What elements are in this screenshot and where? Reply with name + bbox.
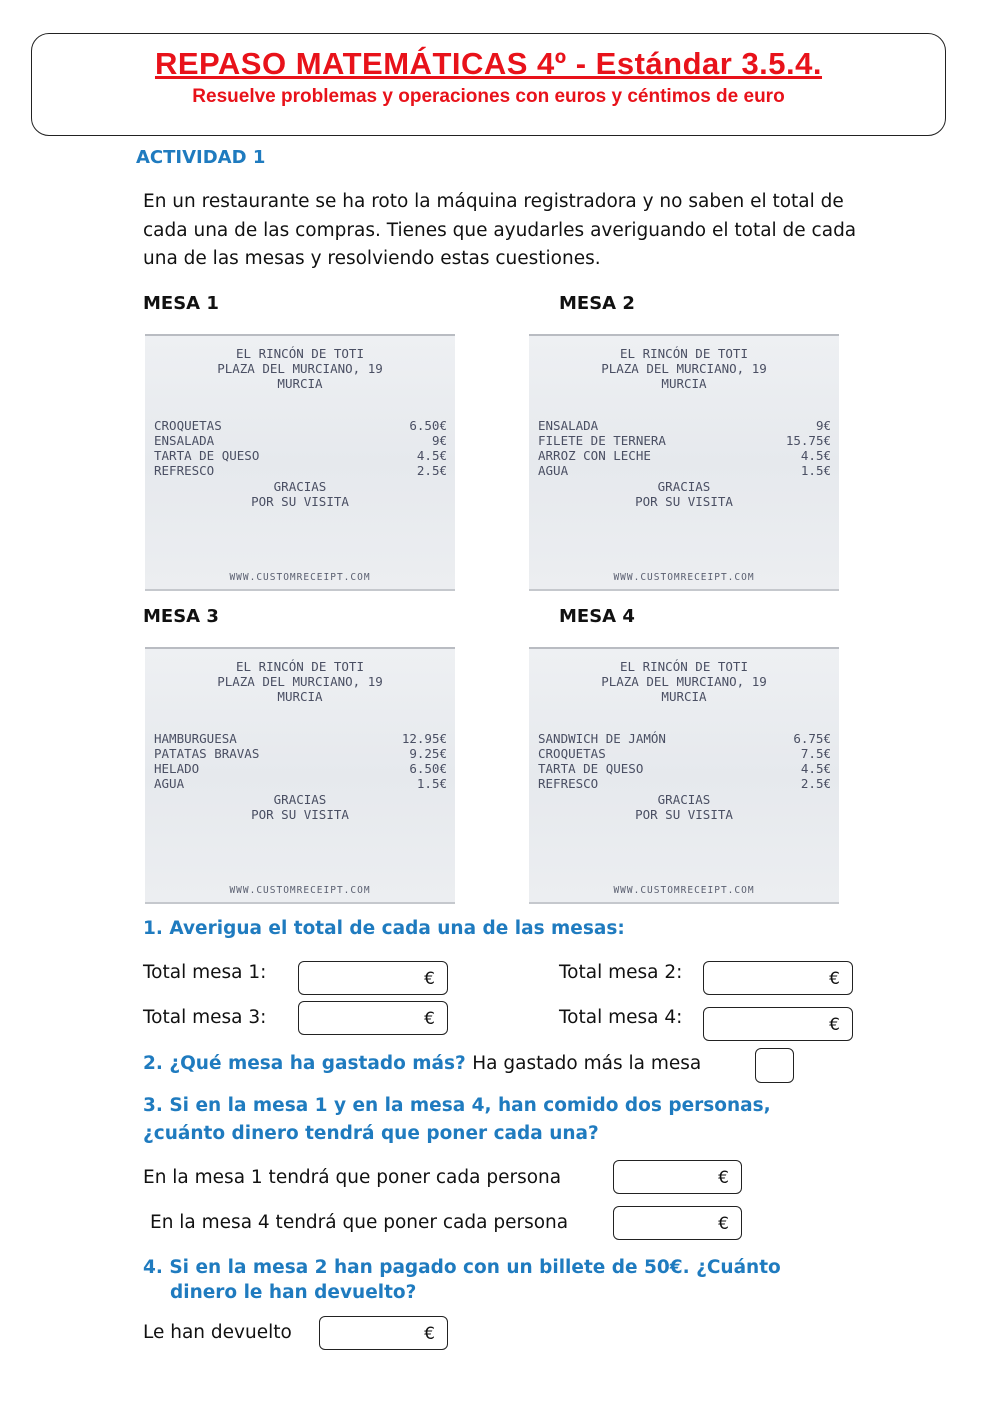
total-mesa-2-input[interactable] [703,961,853,995]
receipt-header-line: EL RINCÓN DE TOTI [236,346,364,361]
item-name: ARROZ CON LECHE [538,448,651,463]
receipt-mesa-4 [529,647,839,904]
receipt-footer-line: POR SU VISITA [635,807,733,822]
mesa-1-label: MESA 1 [143,293,219,314]
intro-text: En un restaurante se ha roto la máquina registradora y no saben el total de cada una de las compras. Tienes que ayudarles averiguando el total de cada una de las mesas y resolviendo estas cuestiones. [143,191,857,269]
euro-sign: € [424,1009,435,1029]
item-price: 6.50€ [409,761,447,776]
item-price: 12.95€ [401,731,447,746]
receipt-item [154,731,447,746]
receipt-header-line: MURCIA [661,689,707,704]
receipt-item [538,731,831,746]
receipt-footer-line: GRACIAS [657,792,711,807]
mesa-4-label: MESA 4 [559,606,635,627]
receipt-header-line: MURCIA [661,376,707,391]
item-price: 9€ [431,433,447,448]
receipt-header-line: PLAZA DEL MURCIANO, 19 [217,674,383,689]
question-2 [143,1050,701,1078]
receipt-item [538,433,831,448]
receipt-footer-line: GRACIAS [273,792,327,807]
receipt-web: WWW.CUSTOMRECEIPT.COM [613,885,755,896]
receipt-mesa-2 [529,334,839,591]
question-1-title: 1. Averigua el total de cada una de las mesas: [143,918,625,939]
question-4-text: Le han devuelto [143,1322,292,1343]
item-name: CROQUETAS [538,746,606,761]
receipt-footer-line: POR SU VISITA [635,494,733,509]
item-name: CROQUETAS [154,418,222,433]
item-name: TARTA DE QUESO [154,448,260,463]
receipt-item [154,418,447,433]
item-price: 9€ [815,418,831,433]
question-3-line-1: En la mesa 1 tendrá que poner cada persona [143,1167,562,1188]
receipt-footer-line: GRACIAS [273,479,327,494]
euro-sign: € [829,1015,840,1035]
receipt-mesa-3 [145,647,455,904]
item-name: HAMBURGUESA [154,731,237,746]
receipt-item [538,448,831,463]
receipt-web: WWW.CUSTOMRECEIPT.COM [229,572,371,583]
total-mesa-2-label: Total mesa 2: [559,962,683,983]
item-price: 7.5€ [800,746,831,761]
receipt-item [154,761,447,776]
item-name: AGUA [154,776,185,791]
total-mesa-3-label: Total mesa 3: [143,1007,267,1028]
mesa-2-label: MESA 2 [559,293,635,314]
receipt-item [154,448,447,463]
euro-sign: € [424,969,435,989]
item-price: 4.5€ [800,761,831,776]
question-4-title-line-2: dinero le han devuelto? [170,1282,417,1303]
question-3-line-2: En la mesa 4 tendrá que poner cada persona [150,1212,569,1233]
receipt-header-line: EL RINCÓN DE TOTI [620,346,748,361]
mesa-1-per-person-input[interactable] [613,1160,742,1194]
euro-sign: € [718,1214,729,1234]
item-price: 1.5€ [800,463,831,478]
item-price: 15.75€ [785,433,831,448]
item-price: 2.5€ [416,463,447,478]
item-price: 4.5€ [800,448,831,463]
item-name: HELADO [154,761,200,776]
activity-title: ACTIVIDAD 1 [136,147,266,168]
receipt-item [154,433,447,448]
mesa-mas-gasto-input[interactable] [755,1048,794,1083]
receipt-web: WWW.CUSTOMRECEIPT.COM [229,885,371,896]
receipt-footer-line: POR SU VISITA [251,807,349,822]
question-3-title-line-2: ¿cuánto dinero tendrá que poner cada una? [143,1123,599,1144]
question-3-title-line-1: 3. Si en la mesa 1 y en la mesa 4, han comido dos personas, [143,1095,771,1116]
receipt-item [538,761,831,776]
receipt-header-line: MURCIA [277,376,323,391]
page-subtitle: Resuelve problemas y operaciones con euros y céntimos de euro [192,86,785,107]
item-price: 1.5€ [416,776,447,791]
receipt-header-line: PLAZA DEL MURCIANO, 19 [217,361,383,376]
item-name: ENSALADA [538,418,599,433]
receipt-header-line: MURCIA [277,689,323,704]
receipt-item [154,746,447,761]
total-mesa-3-input[interactable] [298,1001,448,1035]
receipt-item [538,463,831,478]
item-name: ENSALADA [154,433,215,448]
question-4-title-line-1: 4. Si en la mesa 2 han pagado con un billete de 50€. ¿Cuánto [143,1257,781,1278]
receipt-item [154,776,447,791]
receipt-item [538,746,831,761]
item-price: 6.75€ [793,731,831,746]
receipt-mesa-1 [145,334,455,591]
page-title: REPASO MATEMÁTICAS 4º - Estándar 3.5.4. [154,46,823,81]
total-mesa-1-input[interactable] [298,961,448,995]
item-price: 6.50€ [409,418,447,433]
receipt-item [538,418,831,433]
mesa-4-per-person-input[interactable] [613,1206,742,1240]
item-name: REFRESCO [154,463,215,478]
euro-sign: € [718,1168,729,1188]
receipt-footer-line: GRACIAS [657,479,711,494]
question-2-text: Ha gastado más la mesa [472,1053,702,1074]
receipt-footer-line: POR SU VISITA [251,494,349,509]
item-name: REFRESCO [538,776,599,791]
header-box [31,33,946,136]
receipt-web: WWW.CUSTOMRECEIPT.COM [613,572,755,583]
change-returned-input[interactable] [319,1316,448,1350]
item-name: PATATAS BRAVAS [154,746,260,761]
item-price: 2.5€ [800,776,831,791]
receipt-header-line: PLAZA DEL MURCIANO, 19 [601,674,767,689]
item-price: 9.25€ [409,746,447,761]
receipt-item [154,463,447,478]
receipt-header-line: EL RINCÓN DE TOTI [236,659,364,674]
question-2-title: 2. ¿Qué mesa ha gastado más? [143,1053,466,1074]
item-name: FILETE DE TERNERA [538,433,666,448]
receipt-header-line: EL RINCÓN DE TOTI [620,659,748,674]
total-mesa-4-input[interactable] [703,1007,853,1041]
item-name: TARTA DE QUESO [538,761,644,776]
item-name: SANDWICH DE JAMÓN [538,731,666,746]
euro-sign: € [424,1324,435,1344]
mesa-3-label: MESA 3 [143,606,219,627]
total-mesa-1-label: Total mesa 1: [143,962,267,983]
receipt-header-line: PLAZA DEL MURCIANO, 19 [601,361,767,376]
total-mesa-4-label: Total mesa 4: [559,1007,683,1028]
euro-sign: € [829,969,840,989]
item-name: AGUA [538,463,569,478]
receipt-item [538,776,831,791]
item-price: 4.5€ [416,448,447,463]
